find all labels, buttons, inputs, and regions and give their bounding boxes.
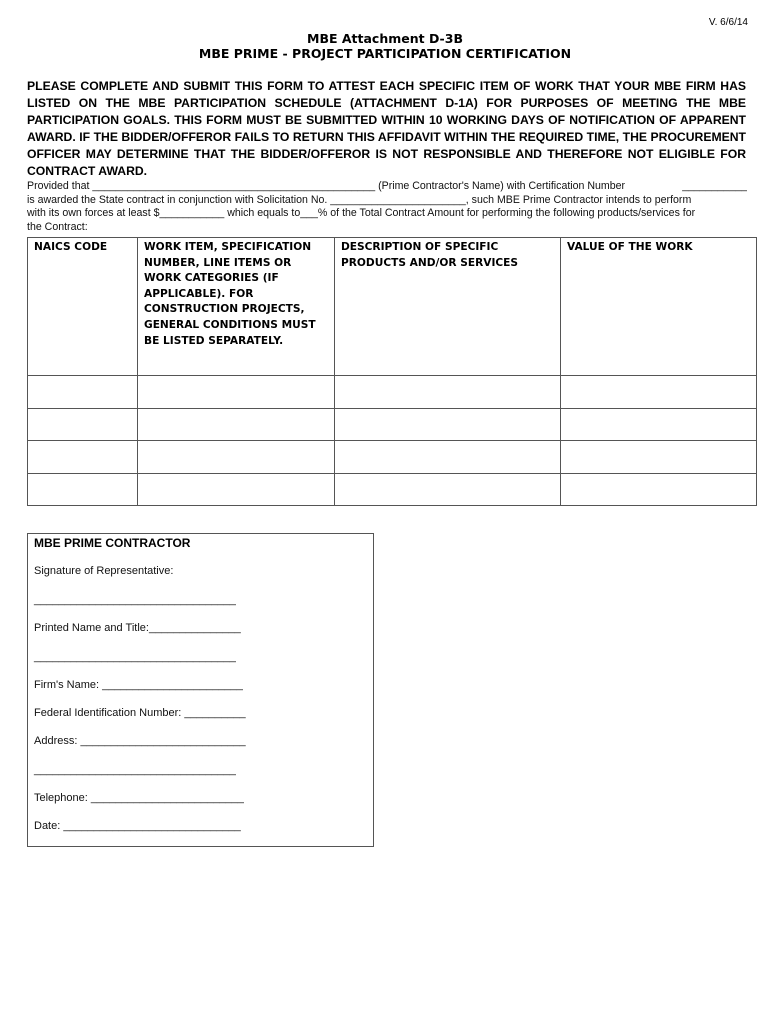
certification-number-field[interactable]: ___________ <box>682 180 747 192</box>
table-header-row <box>28 238 757 376</box>
naics-code-header: NAICS CODE <box>28 238 138 376</box>
provided-statement <box>27 180 747 234</box>
address-line-2[interactable]: _________________________________ <box>34 764 236 776</box>
value-cell[interactable] <box>561 473 757 506</box>
description-cell[interactable] <box>335 441 561 474</box>
work-item-header: WORK ITEM, SPECIFICATION NUMBER, LINE ITEMS OR WORK CATEGORIES (IF APPLICABLE). FOR CONSTRUCTION PROJECTS, GENERAL CONDITIONS MUST BE LISTED SEPARATELY. <box>138 238 335 376</box>
instructions-paragraph: PLEASE COMPLETE AND SUBMIT THIS FORM TO ATTEST EACH SPECIFIC ITEM OF WORK THAT YOUR MBE FIRM HAS LISTED ON THE MBE PARTICIPATION SCHEDULE (ATTACHMENT D-1A) FOR PURPOSES OF MEETING THE MBE PARTICIPATION GOALS. THIS FORM MUST BE SUBMITTED WITHIN 10 WORKING DAYS OF NOTIFICATION OF APPARENT AWARD. IF THE BIDDER/OFFEROR FAILS TO RETURN THIS AFFIDAVIT WITHIN THE REQUIRED TIME, THE PROCUREMENT OFFICER MAY DETERMINE THAT THE BIDDER/OFFEROR IS NOT RESPONSIBLE AND THEREFORE NOT ELIGIBLE FOR CONTRACT AWARD. <box>27 79 746 178</box>
value-cell[interactable] <box>561 441 757 474</box>
work-item-cell[interactable] <box>138 408 335 441</box>
value-cell[interactable] <box>561 408 757 441</box>
description-cell[interactable] <box>335 376 561 409</box>
work-items-table <box>27 237 757 506</box>
signature-field[interactable]: _________________________________ <box>34 594 236 606</box>
firm-name-field[interactable]: Firm's Name: _______________________ <box>34 679 243 691</box>
provided-line-4: the Contract: <box>27 220 88 233</box>
naics-code-cell[interactable] <box>28 408 138 441</box>
naics-code-cell[interactable] <box>28 376 138 409</box>
contract-amount-field[interactable]: with its own forces at least $___________ which equals to___% of the Total Contract Amount for performing the following products/services for <box>27 207 696 220</box>
table-row <box>28 376 757 409</box>
printed-name-title-field[interactable]: Printed Name and Title:_______________ <box>34 622 241 634</box>
description-header: DESCRIPTION OF SPECIFIC PRODUCTS AND/OR SERVICES <box>335 238 561 376</box>
form-subtitle: MBE PRIME - PROJECT PARTICIPATION CERTIFICATION <box>198 46 572 61</box>
work-item-cell[interactable] <box>138 376 335 409</box>
address-field[interactable]: Address: ___________________________ <box>34 735 246 747</box>
date-field[interactable]: Date: _____________________________ <box>34 820 241 832</box>
work-item-cell[interactable] <box>138 441 335 474</box>
provided-line-1 <box>27 180 747 194</box>
value-header: VALUE OF THE WORK <box>561 238 757 376</box>
prime-contractor-box <box>27 533 374 847</box>
form-title: MBE Attachment D-3B <box>307 31 463 46</box>
signature-label: Signature of Representative: <box>34 565 174 577</box>
description-cell[interactable] <box>335 408 561 441</box>
value-cell[interactable] <box>561 376 757 409</box>
table-row <box>28 408 757 441</box>
prime-contractor-heading: MBE PRIME CONTRACTOR <box>34 536 191 550</box>
description-cell[interactable] <box>335 473 561 506</box>
table-row <box>28 441 757 474</box>
naics-code-cell[interactable] <box>28 441 138 474</box>
printed-name-title-line-2[interactable]: _________________________________ <box>34 651 236 663</box>
table-row <box>28 473 757 506</box>
federal-id-field[interactable]: Federal Identification Number: __________ <box>34 707 246 719</box>
telephone-field[interactable]: Telephone: _________________________ <box>34 792 244 804</box>
prime-contractor-name-field[interactable]: Provided that ________________________________________________ (Prime Contractor's Name) with Certification Number <box>27 180 626 192</box>
work-item-cell[interactable] <box>138 473 335 506</box>
naics-code-cell[interactable] <box>28 473 138 506</box>
solicitation-number-field[interactable]: is awarded the State contract in conjunction with Solicitation No. _______________________, such MBE Prime Contractor intends to perform <box>27 193 692 206</box>
version-label: V. 6/6/14 <box>708 17 748 28</box>
